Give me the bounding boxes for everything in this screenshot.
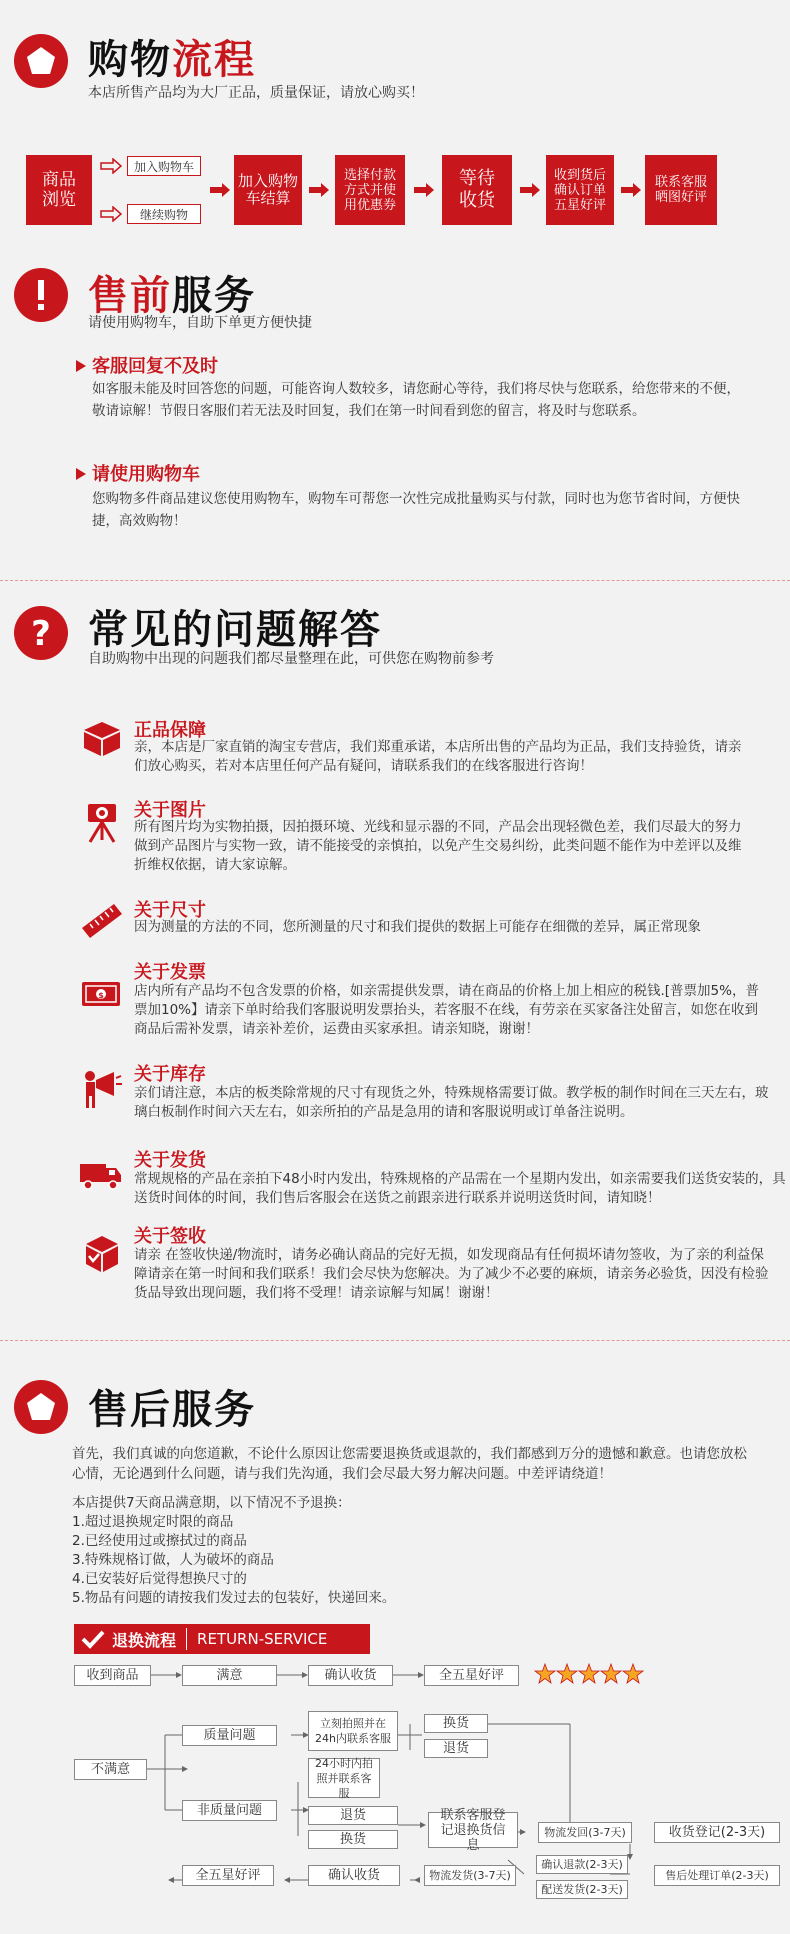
aftersale-title: 售后服务	[88, 1387, 256, 1433]
step-browse: 商品浏览	[26, 155, 92, 225]
faq-title: 常见的问题解答	[88, 607, 382, 653]
faq-item-text: 亲们请注意，本店的板类除常规的尺寸有现货之外，特殊规格需要订做。教学板的制作时间在三天左右，玻璃白板制作时间六天左右，如亲所拍的产品是急用的请和客服说明或订单备注说明。	[134, 1085, 769, 1120]
policy-line: 本店提供7天商品满意期，以下情况不予退换：	[72, 1495, 351, 1511]
flow-after-process: 售后处理订单(2-3天)	[654, 1865, 780, 1886]
presale-subtitle: 请使用购物车，自助下单更方便快捷	[88, 315, 312, 331]
process-subtitle: 本店所售产品均为大厂正品，质量保证，请放心购买！	[88, 85, 424, 101]
flow-exchange-2: 换货	[308, 1830, 398, 1849]
pentagon-icon	[14, 34, 68, 88]
divider	[0, 580, 790, 581]
flow-ship-out: 物流发货(3-7天)	[424, 1865, 516, 1886]
invoice-icon	[80, 972, 124, 1016]
flow-photo-24h: 24小时内拍照并联系客服	[308, 1758, 380, 1798]
presale-item-text: 如客服未能及时回答您的问题，可能咨询人数较多，请您耐心等待，我们将尽快与您联系，给您带来的不便，敬请谅解！节假日客服们若无法及时回复，我们在第一时间看到您的留言，将及时与您联系。	[92, 381, 740, 419]
triangle-icon	[76, 468, 86, 480]
arrow-right-icon	[100, 206, 122, 222]
faq-item-title: 关于签收	[134, 1226, 206, 1247]
faq-item-text: 因为测量的方法的不同，您所测量的尺寸和我们提供的数据上可能存在细微的差异，属正常现象	[134, 919, 701, 935]
presale-item-title: 请使用购物车	[92, 464, 200, 485]
step-receive: 收到货后确认订单五星好评	[546, 155, 614, 225]
faq-item-text: 请亲 在签收快递/物流时，请务必确认商品的完好无损，如发现商品有任何损坏请勿签收，为了亲的利益保障请亲在第一时间和我们联系！我们会尽快为您解决。为了减少不必要的麻烦，请亲务必验货，因没有检验货品导致出现问题，我们将不受理！请亲谅解与知属！谢谢！	[134, 1247, 769, 1301]
camera-icon	[80, 800, 124, 844]
arrow-right-icon	[209, 182, 231, 198]
banner-divider	[186, 1628, 187, 1650]
package-check-icon	[80, 1232, 124, 1276]
faq-subtitle: 自助购物中出现的问题我们都尽量整理在此，可供您在购物前参考	[88, 651, 494, 667]
step-wait: 等待收货	[442, 155, 512, 225]
policy-line: 4.已安装好后觉得想换尺寸的	[72, 1571, 247, 1587]
stars-icon	[534, 1663, 646, 1685]
policy-line: 5.物品有问题的请按我们发过去的包装好，快递回来。	[72, 1590, 396, 1606]
faq-item-title: 关于图片	[134, 800, 206, 821]
flow-return: 退货	[424, 1739, 488, 1758]
flow-connectors	[0, 1660, 790, 1934]
presale-title: 售前服务	[88, 273, 256, 319]
page-title: 购物流程	[88, 37, 256, 83]
flow-photo-contact: 立刻拍照并在24h内联系客服	[308, 1711, 398, 1751]
flow-unsatisfied: 不满意	[74, 1759, 147, 1780]
ruler-icon	[80, 898, 124, 942]
aftersale-intro: 首先，我们真诚的向您道歉，不论什么原因让您需要退换货或退款的，我们都感到万分的遗憾和歉意。也请您放松心情，无论遇到什么问题，请与我们先沟通，我们会尽最大努力解决问题。中差评请绕道！	[72, 1446, 747, 1482]
policy-line: 3.特殊规格订做，人为破坏的商品	[72, 1552, 274, 1568]
presale-item-text: 您购物多件商品建议您使用购物车，购物车可帮您一次性完成批量购买与付款，同时也为您节省时间，方便快捷，高效购物！	[92, 491, 740, 529]
flow-satisfied: 满意	[182, 1665, 277, 1686]
continue-box: 继续购物	[127, 204, 201, 224]
faq-item-title: 关于库存	[134, 1064, 206, 1085]
step-contact: 联系客服晒图好评	[645, 155, 717, 225]
banner-en: RETURN-SERVICE	[197, 1630, 328, 1648]
faq-item-title: 正品保障	[134, 720, 206, 741]
step-pay: 选择付款方式并使用优惠券	[335, 155, 405, 225]
flow-refund: 确认退款(2-3天)	[536, 1855, 628, 1874]
arrow-right-icon	[100, 158, 122, 174]
faq-item-text: 常规规格的产品在亲拍下48小时内发出，特殊规格的产品需在一个星期内发出，如亲需要我们送货安装的，具送货时间体的时间，我们售后客服会在送货之前跟亲进行联系并说明送货时间，请知晓！	[134, 1171, 786, 1206]
flow-received: 收到商品	[74, 1665, 151, 1686]
presale-item-title: 客服回复不及时	[92, 356, 218, 377]
flow-register: 联系客服登记退换货信息	[428, 1812, 518, 1848]
exclamation-icon	[14, 268, 68, 322]
policy-line: 1.超过退换规定时限的商品	[72, 1514, 234, 1530]
flow-receive-reg: 收货登记(2-3天)	[654, 1822, 780, 1843]
faq-item-text: 店内所有产品均不包含发票的价格，如亲需提供发票，请在商品的价格上加上相应的税钱.[普票加5%，普票加10%】请亲下单时给我们客服说明发票抬头，若客服不在线，有劳亲在买家备注处留言，如您在收到商品后需补发票，请亲补差价，运费由买家承担。请亲知晓，谢谢！	[134, 983, 759, 1037]
faq-item-title: 关于尺寸	[134, 900, 206, 921]
flow-ship-back: 物流发回(3-7天)	[538, 1822, 632, 1843]
flow-exchange: 换货	[424, 1714, 488, 1733]
faq-item-text: 亲，本店是厂家直销的淘宝专营店，我们郑重承诺，本店所出售的产品均为正品，我们支持验货，请亲们放心购买，若对本店里任何产品有疑问，请联系我们的在线客服进行咨询！	[134, 739, 742, 774]
flow-return-2: 退货	[308, 1806, 398, 1825]
svg-text:?: ?	[31, 614, 51, 654]
stock-icon	[78, 1066, 122, 1110]
faq-item-title: 关于发货	[134, 1150, 206, 1171]
step-checkout: 加入购物车结算	[234, 155, 302, 225]
svg-text:$: $	[98, 991, 104, 1000]
flow-confirm: 确认收货	[308, 1665, 393, 1686]
check-icon	[80, 1629, 106, 1649]
return-banner	[74, 1624, 370, 1654]
faq-item-text: 所有图片均为实物拍摄，因拍摄环境、光线和显示器的不同，产品会出现轻微色差，我们尽最大的努力做到产品图片与实物一致，请不能接受的亲慎拍，以免产生交易纠纷，此类问题不能作为中差评以及维折维权依据，请大家谅解。	[134, 819, 742, 873]
arrow-right-icon	[413, 182, 435, 198]
flow-quality: 质量问题	[182, 1725, 277, 1746]
arrow-right-icon	[519, 182, 541, 198]
arrow-right-icon	[308, 182, 330, 198]
box-icon	[80, 716, 124, 760]
flow-five-star-2: 全五星好评	[182, 1865, 274, 1886]
flow-confirm-2: 确认收货	[308, 1865, 400, 1886]
arrow-right-icon	[620, 182, 642, 198]
question-icon	[14, 606, 68, 660]
divider	[0, 1340, 790, 1341]
truck-icon	[78, 1152, 122, 1196]
add-cart-box: 加入购物车	[127, 156, 201, 176]
flow-five-star: 全五星好评	[424, 1665, 519, 1686]
pentagon-icon	[14, 1380, 68, 1434]
flow-resend: 配送发货(2-3天)	[536, 1880, 628, 1899]
flow-non-quality: 非质量问题	[182, 1800, 277, 1821]
triangle-icon	[76, 360, 86, 372]
policy-line: 2.已经使用过或擦拭过的商品	[72, 1533, 247, 1549]
faq-item-title: 关于发票	[134, 962, 206, 983]
banner-cn: 退换流程	[112, 1630, 177, 1650]
